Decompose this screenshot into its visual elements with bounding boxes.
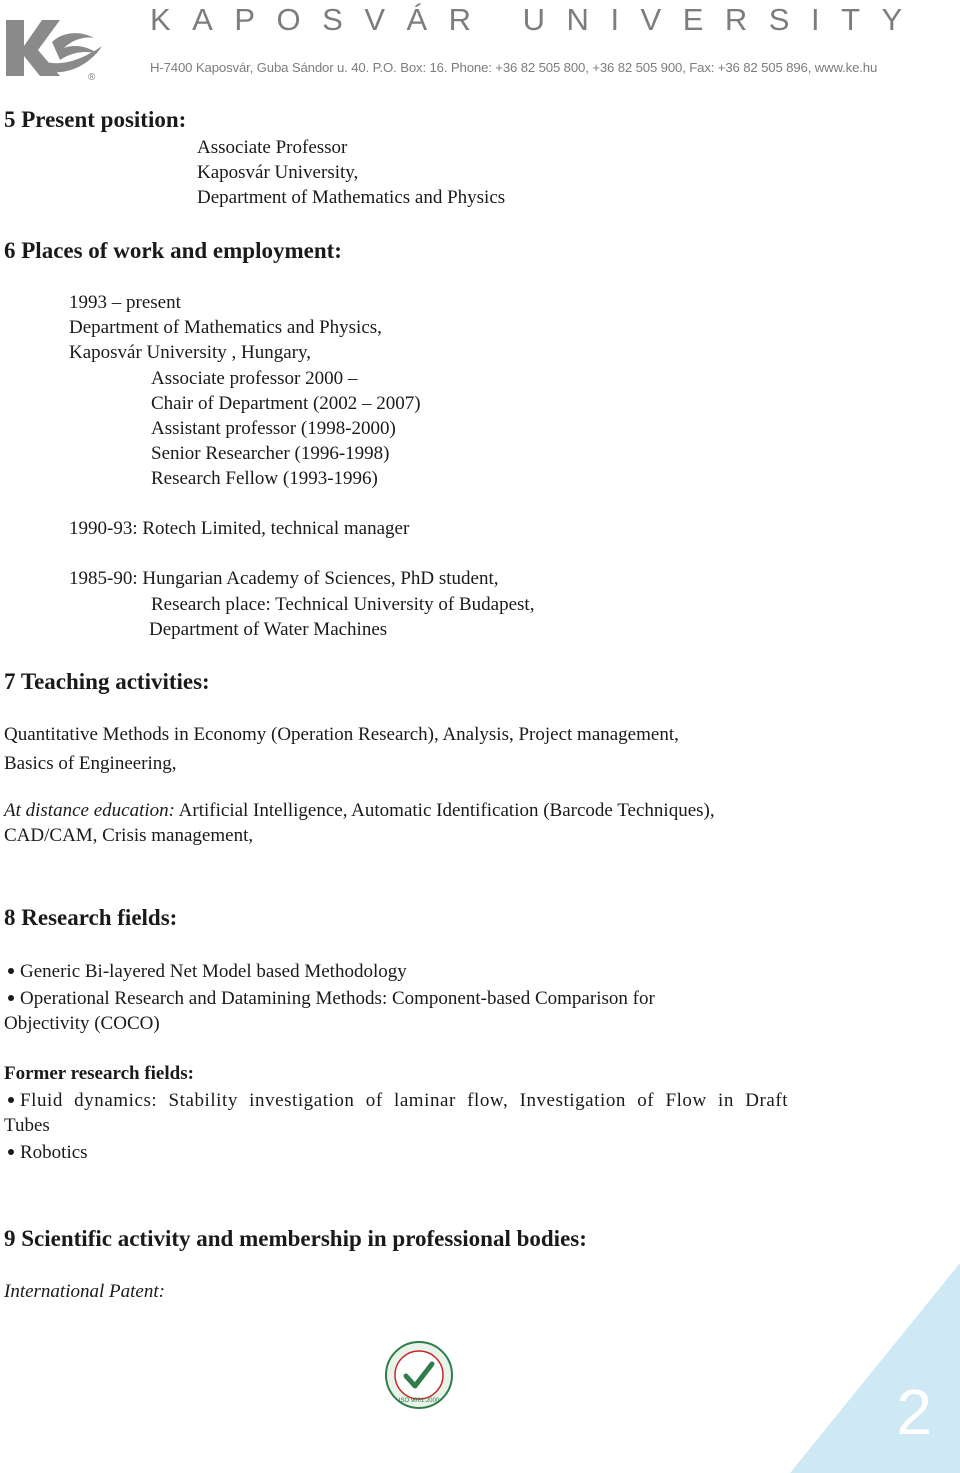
academy-sub-line: Department of Water Machines (149, 619, 388, 640)
teaching-line: CAD/CAM, Crisis management, (4, 825, 254, 846)
university-logo (2, 2, 110, 82)
role-line: Associate professor 2000 – (151, 368, 358, 389)
section-7-heading: 7 Teaching activities: (4, 669, 210, 694)
registered-mark: ® (88, 72, 96, 82)
employment-academy: 1985-90: Hungarian Academy of Sciences, PhD student, (69, 568, 499, 589)
section-9-heading: 9 Scientific activity and membership in professional bodies: (4, 1226, 587, 1251)
university-name: KAPOSVÁR UNIVERSITY (150, 2, 924, 37)
former-field-item: Fluid dynamics: Stability investigation of laminar flow, Investigation of Flow in Draft (4, 1090, 788, 1112)
academy-sub-line: Research place: Technical University of Budapest, (151, 594, 535, 615)
role-line: Assistant professor (1998-2000) (151, 418, 396, 439)
employment-line: 1993 – present (69, 292, 181, 313)
research-field-item: Operational Research and Datamining Methods: Component-based Comparison for (4, 988, 655, 1010)
page-corner-decoration (790, 1263, 960, 1473)
section-5-heading: 5 Present position: (4, 107, 187, 132)
role-line: Chair of Department (2002 – 2007) (151, 393, 421, 414)
employment-line: Kaposvár University , Hungary, (69, 342, 312, 363)
iso-certification-seal (384, 1340, 454, 1410)
present-position-line: Associate Professor (197, 137, 348, 158)
former-research-heading: Former research fields: (4, 1063, 194, 1084)
bullet-icon (8, 968, 14, 974)
employment-line: Department of Mathematics and Physics, (69, 317, 382, 338)
bullet-icon (8, 1097, 14, 1103)
seal-text: ISO 9001:2000 (398, 1398, 440, 1404)
university-address: H-7400 Kaposvár, Guba Sándor u. 40. P.O. Box: 16. Phone: +36 82 505 800, +36 82 505 900, Fax: +36 82 505 896, www.ke.hu (150, 60, 878, 75)
role-line: Research Fellow (1993-1996) (151, 468, 378, 489)
international-patent-label: International Patent: (4, 1281, 165, 1302)
distance-education-text: Artificial Intelligence, Automatic Identification (Barcode Techniques), (174, 800, 715, 821)
teaching-distance-line (4, 800, 715, 822)
former-field-continuation: Tubes (4, 1115, 50, 1136)
bullet-icon (8, 1149, 14, 1155)
section-6-heading: 6 Places of work and employment: (4, 238, 342, 263)
teaching-line: Quantitative Methods in Economy (Operation Research), Analysis, Project management, (4, 724, 679, 745)
distance-education-label: At distance education: (4, 800, 175, 821)
bullet-icon (8, 995, 14, 1001)
teaching-line: Basics of Engineering, (4, 753, 177, 774)
section-8-heading: 8 Research fields: (4, 905, 178, 930)
page-number: 2 (896, 1376, 932, 1448)
present-position-line: Department of Mathematics and Physics (197, 187, 506, 208)
research-field-continuation: Objectivity (COCO) (4, 1013, 160, 1034)
employment-rotech: 1990-93: Rotech Limited, technical manager (69, 518, 410, 539)
former-field-item: Robotics (4, 1142, 88, 1164)
ke-logo-icon (6, 20, 102, 76)
present-position-line: Kaposvár University, (197, 162, 359, 183)
research-field-item: Generic Bi-layered Net Model based Methodology (4, 961, 407, 983)
role-line: Senior Researcher (1996-1998) (151, 443, 390, 464)
